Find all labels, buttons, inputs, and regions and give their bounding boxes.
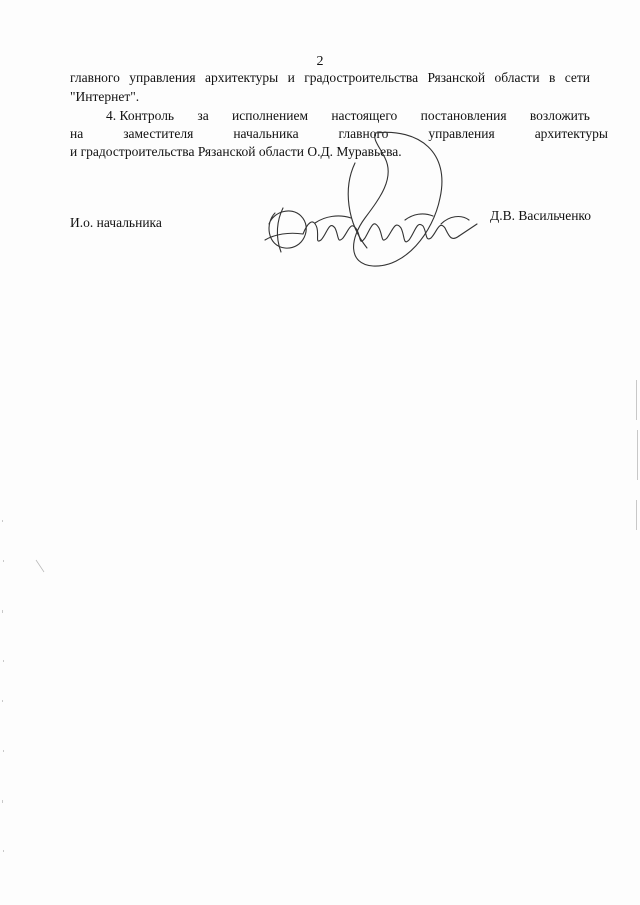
page-number: 2 [316, 54, 324, 69]
paragraph-line-2: "Интернет". [70, 89, 140, 104]
signatory-position: И.о. начальника [70, 215, 162, 230]
paragraph-line-3 [106, 106, 590, 125]
paragraph-line-1 [70, 68, 590, 87]
word: Рязанской [427, 70, 486, 85]
word: сети [564, 70, 590, 85]
word: архитектуры [534, 126, 608, 141]
word: возложить [529, 108, 590, 123]
word: управления [129, 70, 196, 85]
word: градостроительства [304, 70, 419, 85]
word: области [494, 70, 540, 85]
word: управления [428, 126, 495, 141]
word: начальника [233, 126, 299, 141]
handwritten-signature [255, 128, 485, 273]
signatory-name: Д.В. Васильченко [490, 208, 592, 223]
word: за [197, 108, 209, 123]
word: главного [70, 70, 120, 85]
word: постановления [420, 108, 507, 123]
word: архитектуры [204, 70, 279, 85]
word: 4. Контроль [106, 108, 175, 123]
word: главного [338, 126, 389, 141]
word: исполнением [232, 108, 308, 123]
word: на [70, 126, 84, 141]
paragraph-line-5: и градостроительства Рязанской области О.Д. Муравьева. [70, 144, 402, 159]
word: и [287, 70, 295, 85]
word: настоящего [331, 108, 398, 123]
word: заместителя [123, 126, 194, 141]
word: в [548, 70, 556, 85]
